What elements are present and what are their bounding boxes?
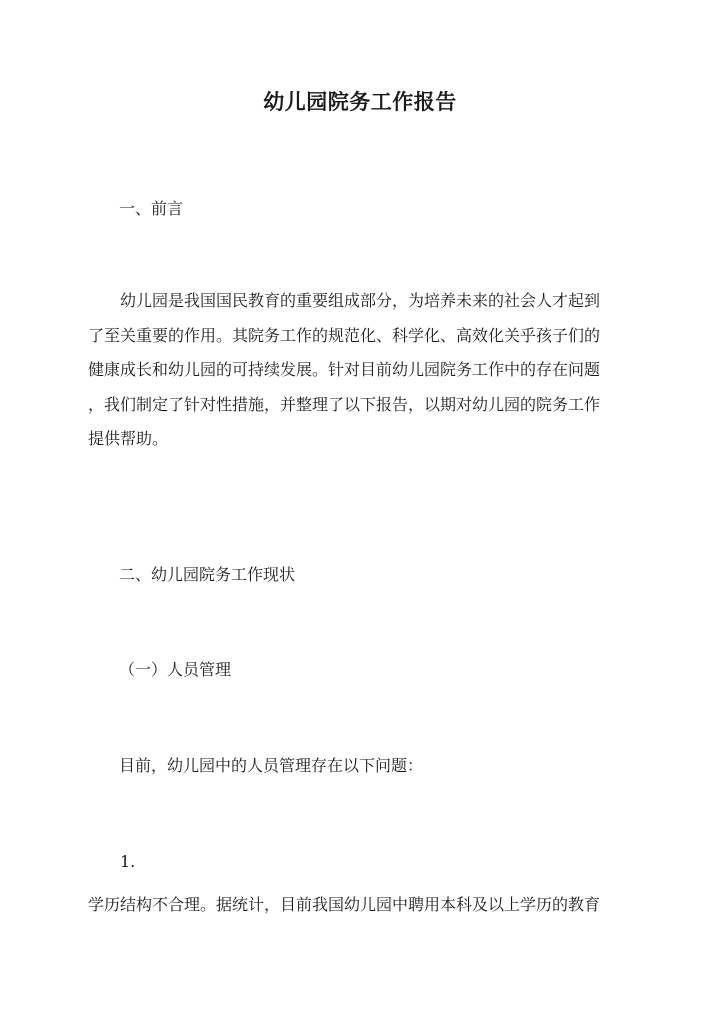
paragraph-line: 提供帮助。 — [88, 429, 169, 448]
subsection-heading-personnel: （一）人员管理 — [119, 660, 232, 679]
personnel-intro-text: 目前，幼儿园中的人员管理存在以下问题： — [119, 756, 424, 775]
section-heading-status: 二、幼儿园院务工作现状 — [119, 565, 296, 584]
paragraph-line: ，我们制定了针对性措施，并整理了以下报告，以期对幼儿园的院务工作 — [88, 394, 601, 414]
preface-paragraph — [88, 284, 634, 457]
list-item-text: 学历结构不合理。据统计，目前我国幼儿园中聘用本科及以上学历的教育 — [88, 895, 601, 914]
list-item-number: 1. — [120, 852, 136, 871]
document-title: 幼儿园院务工作报告 — [263, 89, 457, 114]
section-heading-preface: 一、前言 — [119, 199, 184, 218]
paragraph-line: 了至关重要的作用。其院务工作的规范化、科学化、高效化关乎孩子们的 — [88, 325, 601, 345]
paragraph-line: 健康成长和幼儿园的可持续发展。针对目前幼儿园院务工作中的存在问题 — [88, 360, 601, 379]
paragraph-line: 幼儿园是我国国民教育的重要组成部分，为培养未来的社会人才起到 — [120, 291, 601, 310]
